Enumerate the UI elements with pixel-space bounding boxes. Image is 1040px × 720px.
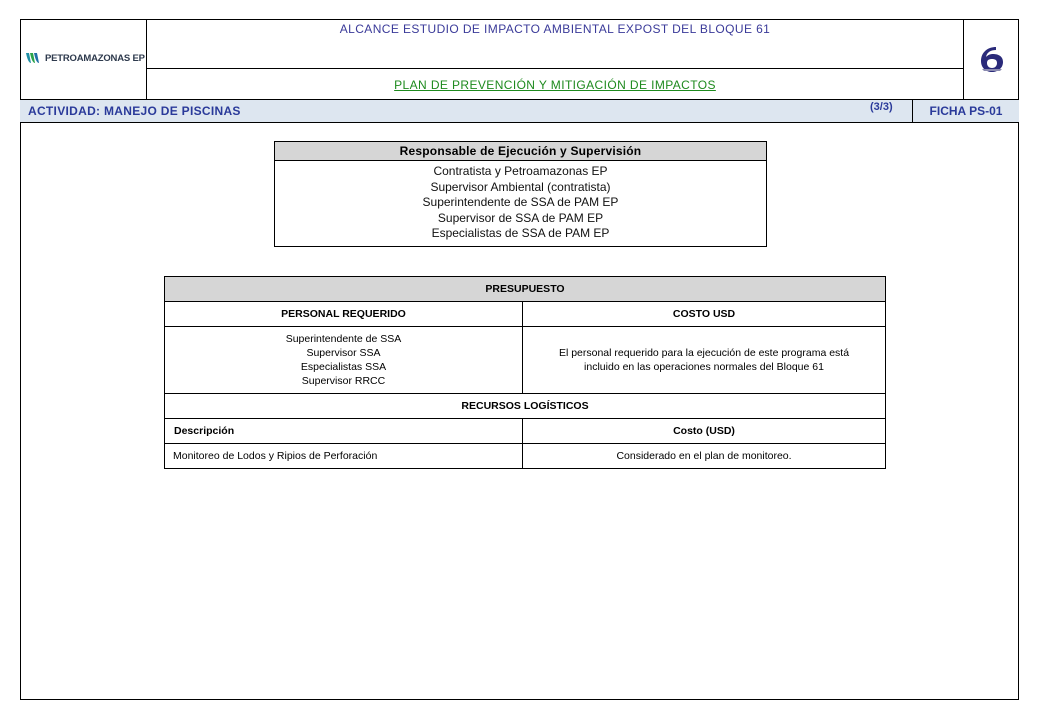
document-title: ALCANCE ESTUDIO DE IMPACTO AMBIENTAL EXPOST DEL BLOQUE 61	[339, 22, 771, 36]
plan-title-cell	[147, 69, 963, 99]
costo-cell: Considerado en el plan de monitoreo.	[523, 444, 886, 469]
ficha-cell	[912, 99, 1019, 123]
company-logo	[25, 51, 145, 65]
personal-item: Supervisor RRCC	[301, 375, 386, 387]
responsable-item: Especialistas de SSA de PAM EP	[431, 226, 610, 240]
petroamazonas-logo-icon	[25, 51, 43, 65]
personal-list	[165, 327, 523, 394]
responsable-box	[274, 141, 767, 247]
personal-item: Supervisor SSA	[306, 347, 381, 359]
recursos-heading: RECURSOS LOGÍSTICOS	[165, 394, 886, 419]
costo-note-line: incluido en las operaciones normales del Bloque 61	[584, 361, 824, 373]
presupuesto-heading: PRESUPUESTO	[165, 277, 886, 302]
personal-item: Superintendente de SSA	[285, 333, 402, 345]
table-row	[165, 444, 886, 469]
document-title-cell	[147, 19, 963, 69]
costo-note-line: El personal requerido para la ejecución de este programa está	[558, 347, 850, 359]
descripcion-cell: Monitoreo de Lodos y Ripios de Perforación	[165, 444, 523, 469]
responsable-item: Supervisor de SSA de PAM EP	[437, 210, 604, 225]
responsable-item: Supervisor Ambiental (contratista)	[430, 179, 611, 194]
personal-header: PERSONAL REQUERIDO	[165, 302, 523, 327]
ficha-code: FICHA PS-01	[929, 104, 1003, 118]
activity-bar	[20, 99, 1019, 123]
presupuesto-table	[164, 276, 886, 469]
logo-cell	[20, 19, 147, 99]
personal-item: Especialistas SSA	[300, 361, 387, 373]
descripcion-header: Descripción	[165, 419, 523, 444]
page-indicator: (3/3)	[870, 101, 893, 113]
costo-usd-header: Costo (USD)	[523, 419, 886, 444]
plan-title: PLAN DE PREVENCIÓN Y MITIGACIÓN DE IMPACTOS	[394, 78, 716, 92]
costo-header: COSTO USD	[523, 302, 886, 327]
responsable-item: Superintendente de SSA de PAM EP	[422, 195, 619, 209]
badge-cell	[963, 19, 1019, 99]
responsable-item: Contratista y Petroamazonas EP	[433, 164, 608, 178]
logo-text: PETROAMAZONAS EP	[45, 52, 145, 64]
number-six-badge-icon	[976, 43, 1008, 75]
responsable-heading: Responsable de Ejecución y Supervisión	[275, 142, 766, 161]
costo-note	[523, 327, 886, 394]
activity-label: ACTIVIDAD: MANEJO DE PISCINAS	[28, 104, 241, 118]
responsable-list	[275, 161, 766, 242]
